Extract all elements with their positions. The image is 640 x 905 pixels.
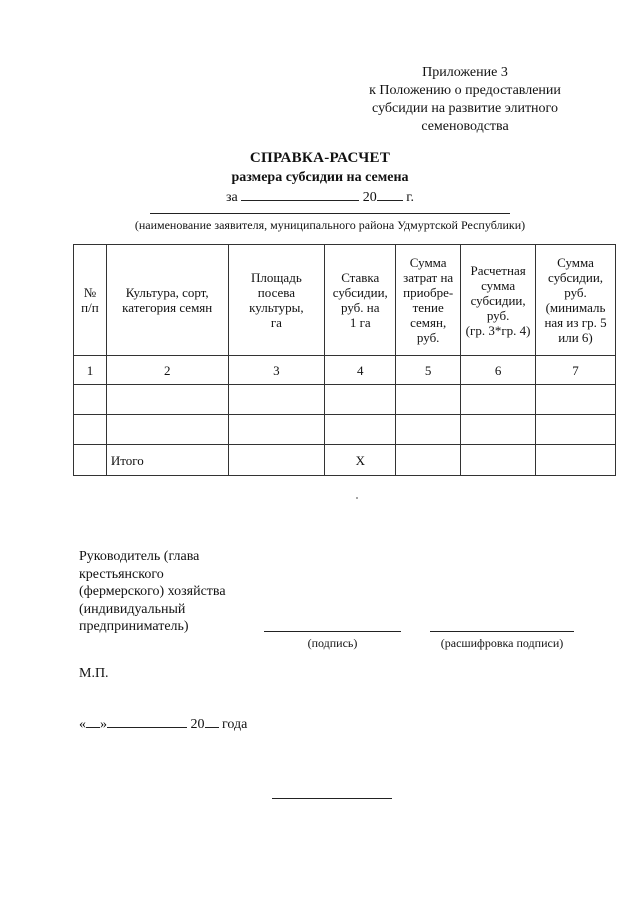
appendix-block: [340, 64, 590, 136]
table-cell[interactable]: [325, 385, 396, 415]
table-header-row: [74, 245, 616, 356]
applicant-note: (наименование заявителя, муниципального района Удмуртской Республики): [134, 218, 526, 232]
date-year-field[interactable]: [205, 714, 219, 728]
signature-decode-label: (расшифровка подписи): [440, 636, 564, 650]
period-blank-field[interactable]: [241, 187, 359, 201]
table-row: [74, 415, 616, 445]
table-cell[interactable]: [106, 385, 228, 415]
stamp-place: М.П.: [79, 666, 109, 681]
column-number-row: [74, 356, 616, 385]
signature-label: (подпись): [307, 636, 358, 650]
period-year-prefix: 20: [362, 190, 377, 205]
total-estimated-cell[interactable]: [461, 445, 536, 476]
date-close-quote: »: [100, 717, 107, 732]
table-cell[interactable]: [106, 415, 228, 445]
manager-title: [79, 548, 226, 636]
period-line: [0, 187, 640, 206]
document-subtitle: размера субсидии на семена: [231, 170, 409, 185]
period-prefix: за: [226, 190, 238, 205]
manager-line: предприниматель): [79, 619, 189, 634]
column-number: 5: [396, 356, 461, 385]
appendix-line: к Положению о предоставлении: [369, 83, 561, 98]
header-rate: Ставка субсидии, руб. на 1 га: [325, 245, 396, 356]
table-cell[interactable]: [325, 415, 396, 445]
signature-line[interactable]: [264, 631, 401, 632]
table-cell[interactable]: [461, 415, 536, 445]
date-year-prefix: 20: [190, 717, 205, 732]
calculation-table: [73, 244, 616, 476]
column-number: 7: [536, 356, 616, 385]
column-number: 3: [228, 356, 325, 385]
date-line: [79, 714, 247, 733]
column-number: 1: [74, 356, 107, 385]
document-title: СПРАВКА-РАСЧЕТ: [249, 150, 391, 166]
manager-line: крестьянского: [79, 566, 164, 582]
date-open-quote: «: [79, 717, 86, 732]
column-number: 4: [325, 356, 396, 385]
total-subsidy-cell[interactable]: [536, 445, 616, 476]
column-number: 6: [461, 356, 536, 385]
table-cell[interactable]: [536, 415, 616, 445]
total-rate-marker: Х: [325, 445, 396, 476]
table-cell[interactable]: [74, 445, 107, 476]
table-cell[interactable]: [228, 415, 325, 445]
appendix-line: Приложение 3: [422, 65, 508, 80]
table-cell[interactable]: [74, 415, 107, 445]
date-suffix: года: [222, 717, 248, 732]
total-area-cell[interactable]: [228, 445, 325, 476]
period-suffix: г.: [406, 190, 414, 205]
header-area: Площадь посева культуры, га: [228, 245, 325, 356]
appendix-line: субсидии на развитие элитного: [372, 101, 558, 116]
total-label: Итого: [106, 445, 228, 476]
table-cell[interactable]: [396, 415, 461, 445]
total-row: [74, 445, 616, 476]
column-number: 2: [106, 356, 228, 385]
date-month-field[interactable]: [107, 714, 187, 728]
signature-decode-line[interactable]: [430, 631, 574, 632]
table-cell[interactable]: [228, 385, 325, 415]
table-cell[interactable]: [74, 385, 107, 415]
table-cell[interactable]: [461, 385, 536, 415]
total-costs-cell[interactable]: [396, 445, 461, 476]
header-estimated: Расчетная сумма субсидии, руб. (гр. 3*гр. 4): [461, 245, 536, 356]
manager-line: (фермерского) хозяйства: [79, 584, 226, 599]
applicant-name-line[interactable]: [150, 213, 510, 214]
header-crop: Культура, сорт, категория семян: [106, 245, 228, 356]
table-cell[interactable]: [536, 385, 616, 415]
table-cell[interactable]: [396, 385, 461, 415]
date-day-field[interactable]: [86, 714, 100, 728]
appendix-line: семеноводства: [421, 119, 509, 134]
table-row: [74, 385, 616, 415]
manager-line: (индивидуальный: [79, 601, 186, 617]
header-number: № п/п: [74, 245, 107, 356]
period-year-field[interactable]: [377, 187, 403, 201]
manager-line: Руководитель (глава: [79, 549, 200, 564]
bottom-line: [272, 798, 392, 799]
scan-dot: [356, 497, 358, 499]
header-subsidy: Сумма субсидии, руб. (минималь ная из гр. 5 или 6): [536, 245, 616, 356]
header-costs: Сумма затрат на приобре- тение семян, руб.: [396, 245, 461, 356]
